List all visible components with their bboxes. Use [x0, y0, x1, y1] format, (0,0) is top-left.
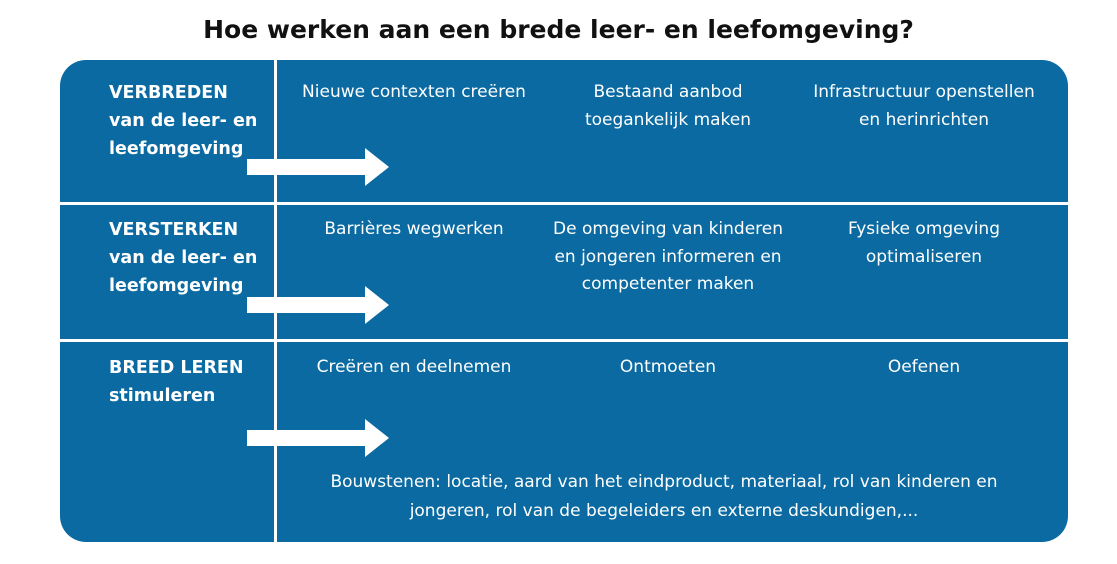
- cell-oefenen: Oefenen: [887, 357, 961, 377]
- diagram-title: Hoe werken aan een brede leer- en leefomgeving?: [203, 15, 914, 44]
- arrow-right-icon: [247, 286, 389, 324]
- row-divider-2: [60, 339, 1068, 342]
- row-label-subtitle: leefomgeving: [109, 276, 244, 296]
- row-label-breed-leren: [109, 354, 244, 410]
- cell-nieuwe-contexten: Nieuwe contexten creëren: [302, 82, 526, 102]
- row-label-subtitle: stimuleren: [109, 386, 216, 406]
- cell-fysieke-omgeving: Fysieke omgeving optimaliseren: [848, 219, 1000, 267]
- arrow-right-icon: [247, 148, 389, 186]
- arrow-right-icon: [247, 419, 389, 457]
- row-label-verbreden: [109, 79, 257, 163]
- row-label-title: VERSTERKEN: [109, 220, 239, 240]
- row-label-subtitle: van de leer- en: [109, 248, 258, 268]
- bouwstenen-text: Bouwstenen: locatie, aard van het eindproduct, materiaal, rol van kinderen en jongeren, rol van de begeleiders en externe deskundigen,...: [330, 472, 998, 521]
- cell-creeren-deelnemen: Creëren en deelnemen: [316, 357, 512, 377]
- row-label-subtitle: leefomgeving: [109, 139, 244, 159]
- row-label-title: BREED LEREN: [109, 358, 244, 378]
- row-label-versterken: [109, 216, 257, 300]
- cell-omgeving-informeren: De omgeving van kinderen en jongeren informeren en competenter maken: [553, 219, 784, 294]
- cell-ontmoeten: Ontmoeten: [619, 357, 717, 377]
- row-label-subtitle: van de leer- en: [109, 111, 258, 131]
- row-divider-1: [60, 202, 1068, 205]
- cell-infrastructuur: Infrastructuur openstellen en herinrichten: [813, 82, 1035, 130]
- row-label-title: VERBREDEN: [109, 83, 228, 103]
- framework-panel: [60, 60, 1068, 542]
- cell-bestaand-aanbod: Bestaand aanbod toegankelijk maken: [584, 82, 752, 130]
- cell-barrieres: Barrières wegwerken: [324, 219, 504, 239]
